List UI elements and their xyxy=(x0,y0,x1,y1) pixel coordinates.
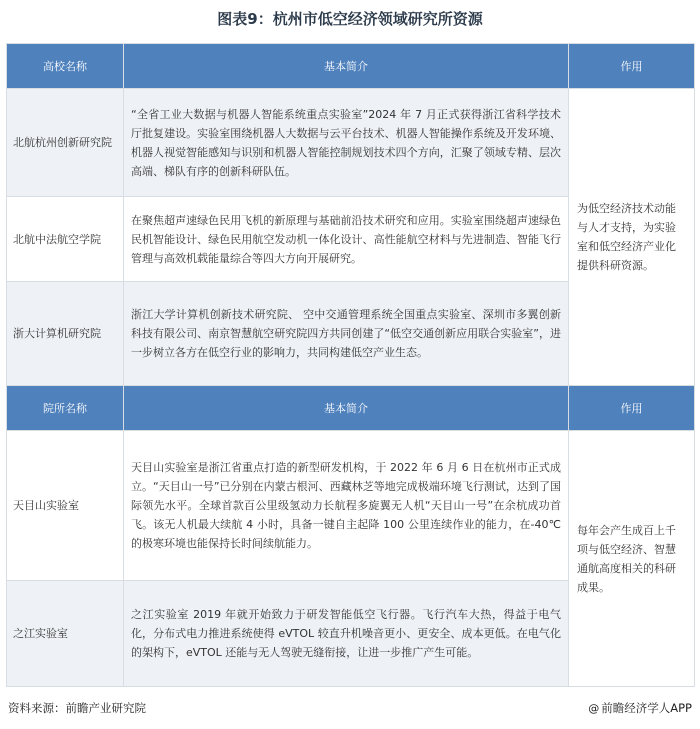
table-row xyxy=(7,89,695,197)
institution-name: 天目山实验室 xyxy=(7,431,124,581)
institution-name: 北航杭州创新研究院 xyxy=(7,89,124,197)
column-header-intro: 基本简介 xyxy=(124,386,569,431)
column-header-intro: 基本简介 xyxy=(124,44,569,89)
table-header-row xyxy=(7,44,695,89)
column-header-name: 高校名称 xyxy=(7,44,124,89)
institution-name: 之江实验室 xyxy=(7,581,124,687)
column-header-role: 作用 xyxy=(569,386,695,431)
column-header-role: 作用 xyxy=(569,44,695,89)
column-header-name: 院所名称 xyxy=(7,386,124,431)
page-title: 图表9：杭州市低空经济领域研究所资源 xyxy=(217,10,483,28)
institution-role: 每年会产生成百上千项与低空经济、智慧通航高度相关的科研成果。 xyxy=(569,431,695,687)
table-header-row xyxy=(7,386,695,431)
institution-intro: 天目山实验室是浙江省重点打造的新型研发机构，于 2022 年 6 月 6 日在杭州市正式成立。“天目山一号”已分别在内蒙古根河、西藏林芝等地完成极端环境飞行测试，达到了国际领先水平。全球首款百公里级氢动力长航程多旋翼无人机“天目山一号”在余杭成功首飞。该无人机最大续航 4 小时，具备一键自主起降 100 公里连续作业的能力，在-40℃的极寒环境也能保持长时间续航能力。 xyxy=(124,431,569,581)
institution-intro: 之江实验室 2019 年就开始致力于研发智能低空飞行器。飞行汽车大热，得益于电气化，分布式电力推进系统使得 eVTOL 较直升机噪音更小、更安全、成本更低。在电气化的架构下，eVTOL 还能与无人驾驶无缝衔接，让进一步推广产生可能。 xyxy=(124,581,569,687)
brand-name: 前瞻经济学人APP xyxy=(601,701,692,715)
institution-role: 为低空经济技术动能与人才支持，为实验室和低空经济产业化提供科研资源。 xyxy=(569,89,695,386)
institution-name: 北航中法航空学院 xyxy=(7,197,124,282)
research-institutes-table xyxy=(6,43,695,687)
institution-intro: 在聚焦超声速绿色民用飞机的新原理与基础前沿技术研究和应用。实验室围绕超声速绿色民机智能设计、绿色民用航空发动机一体化设计、高性能航空材料与先进制造、智能飞行管理与高效机载能量综合等四大方向开展研究。 xyxy=(124,197,569,282)
weibo-at-icon: @ xyxy=(588,702,600,715)
institution-name: 浙大计算机研究院 xyxy=(7,282,124,386)
institution-intro: 浙江大学计算机创新技术研究院、 空中交通管理系统全国重点实验室、深圳市多翼创新科技有限公司、南京智慧航空研究院四方共同创建了“低空交通创新应用联合实验室”，进一步树立各方在低空行业的影响力，共同构建低空产业生态。 xyxy=(124,282,569,386)
source-note: 资料来源：前瞻产业研究院 xyxy=(8,701,146,715)
institution-intro: “全省工业大数据与机器人智能系统重点实验室”2024 年 7 月正式获得浙江省科学技术厅批复建设。实验室围绕机器人大数据与云平台技术、机器人智能操作系统及开发环境、机器人视觉智能感知与识别和机器人智能控制规划技术四个方向，汇聚了领域专精、层次高端、梯队有序的创新科研队伍。 xyxy=(124,89,569,197)
brand-credit xyxy=(588,700,692,717)
table-row xyxy=(7,431,695,581)
